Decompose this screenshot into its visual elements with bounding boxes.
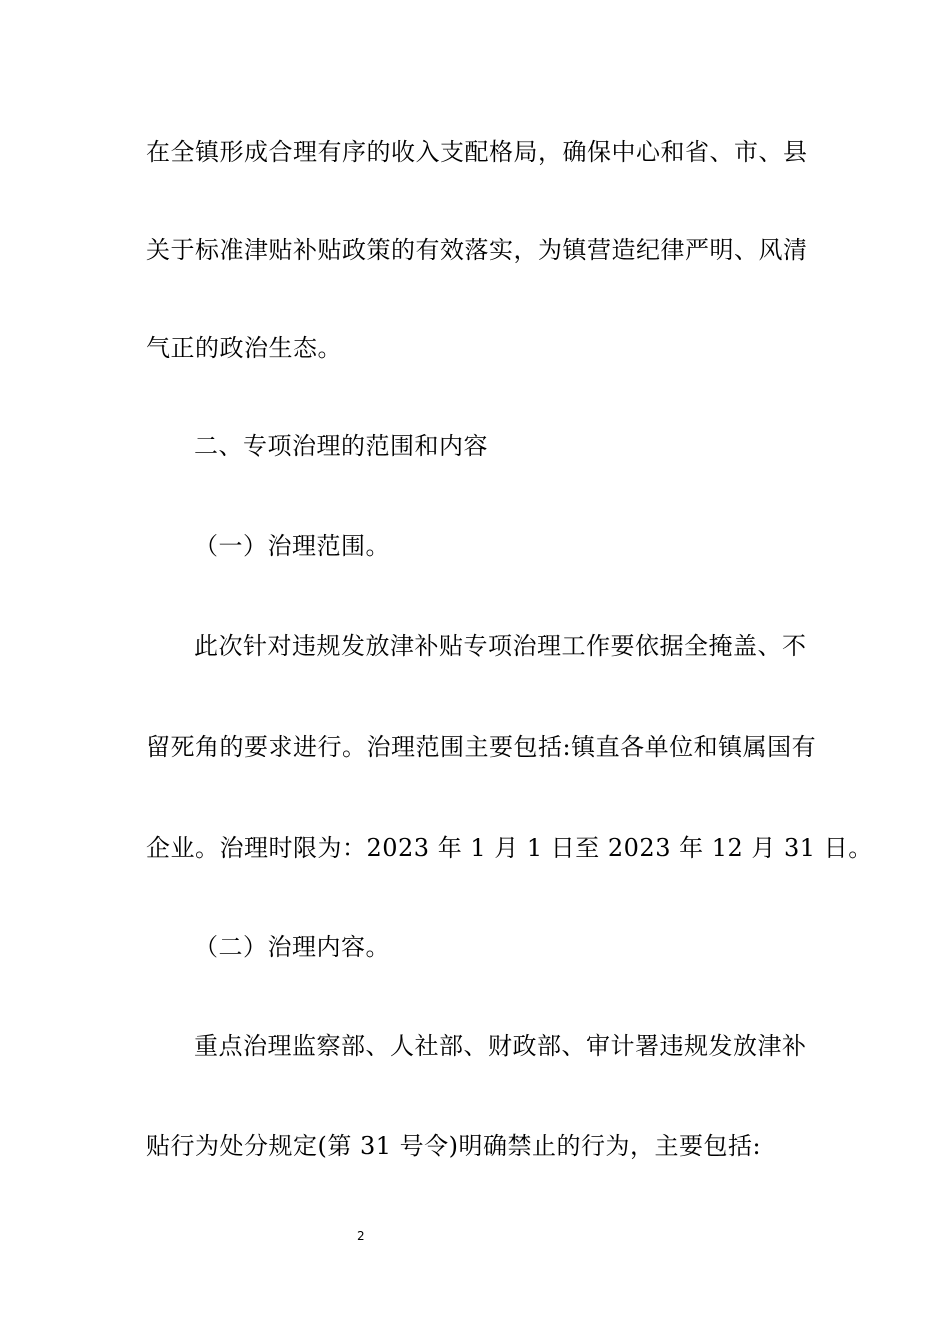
paragraph-3-line-2: 贴行为处分规定(第 31 号令)明确禁止的行为，主要包括: (146, 1132, 762, 1160)
paragraph-2-line-3: 企业。治理时限为：2023 年 1 月 1 日至 2023 年 12 月 31 日。 (146, 834, 873, 862)
subheading-content: （二）治理内容。 (194, 933, 390, 961)
paragraph-2-line-2: 留死角的要求进行。治理范围主要包括:镇直各单位和镇属国有 (146, 733, 817, 761)
paragraph-2-line-1: 此次针对违规发放津补贴专项治理工作要依据全掩盖、不 (194, 632, 807, 660)
section-heading: 二、专项治理的范围和内容 (194, 432, 488, 460)
subheading-scope: （一）治理范围。 (194, 532, 390, 560)
paragraph-1-line-3: 气正的政治生态。 (146, 334, 342, 362)
paragraph-1-line-2: 关于标准津贴补贴政策的有效落实，为镇营造纪律严明、风清 (146, 236, 808, 264)
paragraph-1-line-1: 在全镇形成合理有序的收入支配格局，确保中心和省、市、县 (146, 138, 808, 166)
page-number: 2 (357, 1229, 365, 1243)
paragraph-3-line-1: 重点治理监察部、人社部、财政部、审计署违规发放津补 (194, 1032, 807, 1060)
